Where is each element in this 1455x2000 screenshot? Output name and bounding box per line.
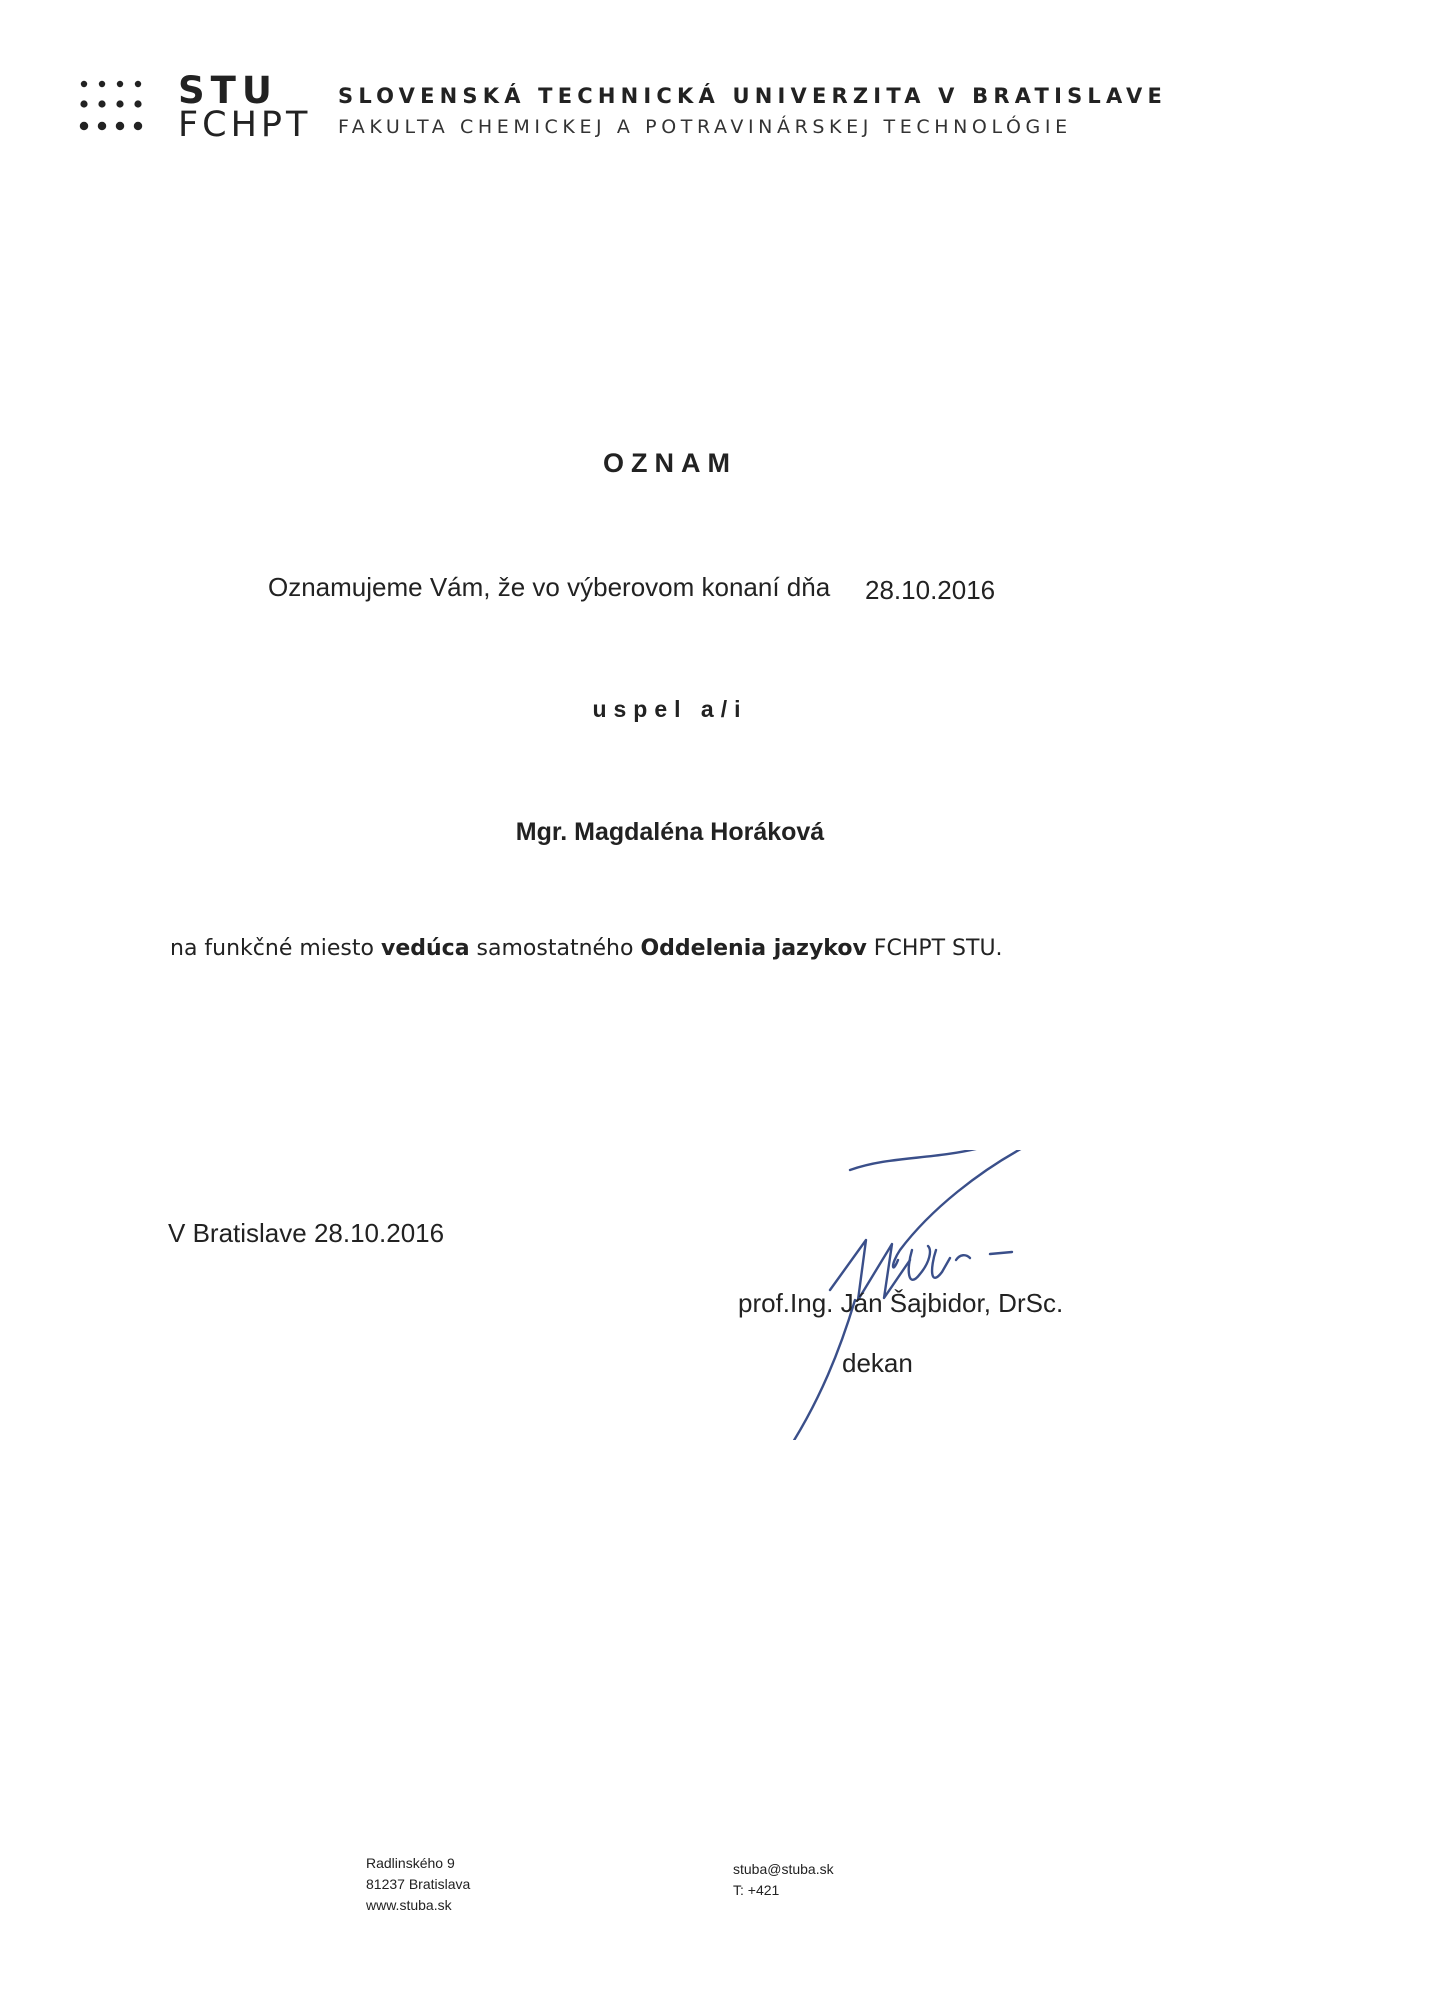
university-name: SLOVENSKÁ TECHNICKÁ UNIVERZITA V BRATISLAVE — [338, 84, 1168, 108]
notice-intro: Oznamujeme Vám, že vo výberovom konaní dňa — [268, 572, 831, 602]
footer-contact — [733, 1859, 834, 1901]
position-unit: Oddelenia jazykov — [640, 936, 867, 961]
footer-phone: T: +421 — [733, 1882, 780, 1898]
logo-fchpt-text: FCHPT — [178, 105, 312, 145]
position-statement — [170, 936, 1003, 961]
signer-role: dekan — [842, 1348, 913, 1378]
footer-email: stuba@stuba.sk — [733, 1861, 834, 1877]
notice-result: uspel a/i — [592, 696, 748, 722]
faculty-name: FAKULTA CHEMICKEJ A POTRAVINÁRSKEJ TECHNOLÓGIE — [338, 116, 1072, 138]
logo-stu-text: STU — [178, 69, 278, 112]
footer-address — [366, 1853, 470, 1916]
position-prefix: na funkčné miesto — [170, 936, 374, 961]
footer-city: 81237 Bratislava — [366, 1876, 471, 1892]
position-suffix: FCHPT STU. — [873, 936, 1003, 961]
place-and-date: V Bratislave 28.10.2016 — [168, 1218, 445, 1248]
position-role: vedúca — [380, 936, 470, 961]
signer-name: prof.Ing. Ján Šajbidor, DrSc. — [738, 1288, 1064, 1318]
footer-street: Radlinského 9 — [366, 1855, 455, 1871]
footer-website: www.stuba.sk — [366, 1897, 452, 1913]
notice-title: OZNAM — [603, 448, 737, 478]
position-middle: samostatného — [476, 936, 634, 961]
selected-person: Mgr. Magdaléna Horáková — [515, 818, 825, 846]
stu-logo-dots-icon — [78, 78, 158, 138]
notice-intro-date: 28.10.2016 — [865, 575, 996, 605]
